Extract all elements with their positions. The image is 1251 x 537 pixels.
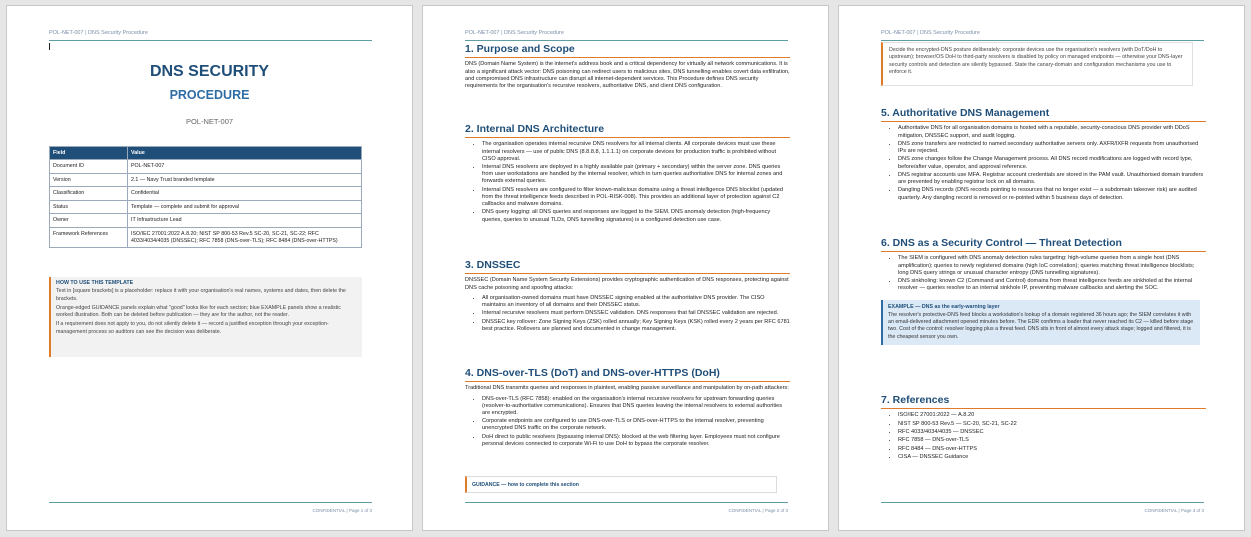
bullet-list: [465, 141, 790, 223]
table-header-field: Field: [50, 147, 128, 160]
section-internal-dns: [465, 123, 790, 225]
section-heading: 1. Purpose and Scope: [465, 43, 790, 58]
list-item: • RFC 7858 — DNS-over-TLS: [898, 437, 1206, 444]
page-3: [838, 5, 1245, 531]
guidance-panel: Decide the encrypted-DNS posture deliberately: corporate devices use the organisation's resolvers (with DoT/DoH to upstream); browser/OS DoH to third-party resolvers is disabled by policy on managed endpoints — otherwise your DNS-layer security controls and detection are silently bypassed. State the canary-domain and configuration mechanisms you use to enforce it.: [881, 42, 1193, 86]
table-row: [50, 228, 362, 248]
table-row: [50, 160, 362, 174]
section-references: [881, 394, 1206, 463]
field-cell: Framework References: [50, 228, 128, 248]
list-item: • DNS zone transfers are restricted to named secondary authoritative servers only. AXFR/IXFR requests from unauthorised IPs are rejected.: [898, 141, 1206, 155]
list-item: • ISO/IEC 27001:2022 — A.8.20: [898, 412, 1206, 419]
text-cursor: [49, 43, 50, 50]
page-1: [6, 5, 413, 531]
page-header: POL-NET-007 | DNS Security Procedure: [881, 30, 1204, 41]
table-row: [50, 214, 362, 228]
bullet-list: [881, 125, 1206, 201]
list-item: • DNS-over-TLS (RFC 7858): enabled on the organisation's internal recursive resolvers for upstream forwarding queries (resolver-to-authoritative communications). Ensures that DNS queries leaving the internal resolvers to external authorities are encrypted.: [482, 396, 790, 417]
page-footer: CONFIDENTIAL | Page 1 of 3: [49, 502, 372, 513]
bullet-list: [881, 255, 1206, 292]
table-row: [50, 173, 362, 187]
section-threat-detection: [881, 237, 1206, 345]
table-header-value: Value: [128, 147, 362, 160]
document-id: POL-NET-007: [185, 117, 234, 126]
list-item: • Internal DNS resolvers are deployed in a highly available pair (primary + secondary) within the server zone. DNS queries from user workstations are handled by the internal resolver, which in turn queries authoritative DNS for internal zones and forwards external queries.: [482, 164, 790, 185]
example-text: The resolver's protective-DNS feed blocks a workstation's lookup of a domain registered 36 hours ago; the SIEM correlates it with an email-delivered attachment opened minutes before. The EDR confirms a loader that never reached its C2 — killed before stage two. Cost of the control: resolver logging plus a threat feed. DNS sits in front of almost every attack stage; logged and filtered, it is the cheapest sensor you own.: [888, 311, 1194, 340]
bullet-list: [465, 396, 790, 448]
value-cell: ISO/IEC 27001:2022 A.8.20; NIST SP 800-53 Rev.5 SC-20, SC-21, SC-22; RFC 4033/4034/4035 (DNSSEC); RFC 7858 (DNS-over-TLS); RFC 8484 (DNS-over-HTTPS): [128, 228, 362, 248]
list-item: • Internal recursive resolvers must perform DNSSEC validation. DNS responses that fail DNSSEC validation are rejected.: [482, 310, 790, 317]
how-to-use-title: HOW TO USE THIS TEMPLATE: [56, 280, 134, 286]
list-item: • Dangling DNS records (DNS records pointing to resources that no longer exist — a subdomain takeover risk) are audited quarterly. Any dangling record is removed or re-pointed within 5 business days of detection.: [898, 187, 1206, 201]
value-cell: Template — complete and submit for approval: [128, 200, 362, 214]
section-heading: 2. Internal DNS Architecture: [465, 123, 790, 138]
list-item: • DNSSEC key rollover: Zone Signing Keys (ZSK) rolled annually; Key Signing Keys (KSK) rolled every 2 years per RFC 6781 best practice. Rollovers are planned and documented in change management.: [482, 319, 790, 333]
value-cell: IT Infrastructure Lead: [128, 214, 362, 228]
page-footer: CONFIDENTIAL | Page 2 of 3: [465, 502, 788, 513]
list-item: • RFC 4033/4034/4035 — DNSSEC: [898, 429, 1206, 436]
list-item: • CISA — DNSSEC Guidance: [898, 454, 1206, 461]
list-item: • Internal DNS resolvers are configured to filter known-malicious domains using a threat intelligence DNS blocklist (updated from the threat intelligence feeds described in POL-RISK-008). This provides an additional layer of protection against C2 callbacks and malware domains.: [482, 187, 790, 208]
bullet-list: [881, 412, 1206, 461]
section-paragraph: Traditional DNS transmits queries and responses in plaintext, enabling passive surveillance and manipulation by on-path attackers:: [465, 385, 789, 392]
section-paragraph: DNS (Domain Name System) is the internet's address book and a critical dependency for virtually all network communications. It is also a significant attack vector: DNS poisoning can redirect users to malicious sites, DNS tunnelling enables covert data exfiltration, and compromised DNS infrastructure can disrupt all internet-dependent services. This Procedure defines DNS security requirements for the organisation's recursive resolvers, authoritative DNS, and client DNS configuration.: [465, 61, 790, 89]
list-item: • The organisation operates internal recursive DNS resolvers for all internal clients. All corporate devices must use these internal resolvers — use of public DNS (8.8.8.8, 1.1.1.1) on corporate devices for production traffic is prohibited without CISO approval.: [482, 141, 790, 162]
table-header-row: [50, 147, 362, 160]
bullet-list: [465, 295, 790, 333]
section-heading: 7. References: [881, 394, 1206, 409]
value-cell: Confidential: [128, 187, 362, 201]
guidance-panel: GUIDANCE — how to complete this section: [465, 476, 777, 493]
value-cell: POL-NET-007: [128, 160, 362, 174]
table-row: [50, 200, 362, 214]
list-item: • Authoritative DNS for all organisation domains is hosted with a reputable, security-conscious DNS provider with DDoS mitigation, DNSSEC support, and audit logging.: [898, 125, 1206, 139]
section-heading: 3. DNSSEC: [465, 259, 790, 274]
page-footer: CONFIDENTIAL | Page 3 of 3: [881, 502, 1204, 513]
list-item: • The SIEM is configured with DNS anomaly detection rules targeting: high-volume queries from a single host (DNS amplification); queries to newly registered domains (high IoC correlation); queries matching threat intelligence blocklists; long DNS query strings or unusual character entropy (DNS tunnelling signatures).: [898, 255, 1206, 276]
section-heading: 5. Authoritative DNS Management: [881, 107, 1206, 122]
how-to-use-panel: [49, 277, 362, 357]
list-item: • DNS sinkholing: known C2 (Command and Control) domains from threat intelligence feeds are sinkholed at the internal resolver — queries resolve to an internal sinkhole IP, preventing malware callbacks and alerting the SOC.: [898, 278, 1206, 292]
how-to-use-paragraph: Orange-edged GUIDANCE panels explain what "good" looks like for each section; blue EXAMPLE panels show a realistic worked illustration. Both can be deleted before publication — they are for the author, not the reader.: [56, 304, 341, 319]
section-heading: 6. DNS as a Security Control — Threat Detection: [881, 237, 1206, 252]
field-cell: Classification: [50, 187, 128, 201]
list-item: • RFC 8484 — DNS-over-HTTPS: [898, 446, 1206, 453]
field-cell: Status: [50, 200, 128, 214]
list-item: • DNS query logging: all DNS queries and responses are logged to the SIEM. DNS anomaly detection (high-frequency queries, queries to unusual TLDs, DNS tunnelling signatures) is a configured detection use case.: [482, 209, 790, 223]
example-title: EXAMPLE — DNS as the early-warning layer: [888, 304, 1000, 311]
page-header: POL-NET-007 | DNS Security Procedure: [465, 30, 788, 41]
section-dnssec: [465, 259, 790, 334]
document-metadata-table: [49, 146, 362, 248]
section-authoritative-dns: [881, 107, 1206, 203]
table-row: [50, 187, 362, 201]
page-2: [422, 5, 829, 531]
document-subtitle: PROCEDURE: [169, 88, 250, 102]
section-dot-doh: [465, 367, 790, 449]
list-item: • All organisation-owned domains must have DNSSEC signing enabled at the authoritative DNS provider. The CISO maintains an inventory of all domains and their DNSSEC status.: [482, 295, 790, 309]
list-item: • Corporate endpoints are configured to use DNS-over-TLS or DNS-over-HTTPS to the internal resolver, preventing unencrypted DNS traffic on the corporate network.: [482, 418, 790, 432]
example-panel: [881, 300, 1200, 344]
field-cell: Owner: [50, 214, 128, 228]
value-cell: 2.1 — Navy Trust branded template: [128, 173, 362, 187]
how-to-use-paragraph: If a requirement does not apply to you, do not silently delete it — record a justified exception through your exception-management process so auditors can see the decision was deliberate.: [56, 321, 329, 335]
document-title: DNS SECURITY: [149, 63, 270, 80]
list-item: • DNS registrar accounts use MFA. Registrar account credentials are stored in the PAM vault. Unauthorised domain transfers are prevented by enabling registrar lock on all domains.: [898, 172, 1206, 186]
section-heading: 4. DNS-over-TLS (DoT) and DNS-over-HTTPS (DoH): [465, 367, 790, 382]
field-cell: Version: [50, 173, 128, 187]
how-to-use-paragraph: Text in [square brackets] is a placeholder: replace it with your organisation's real names, systems and dates, then delete the brackets.: [56, 288, 346, 302]
list-item: • NIST SP 800-53 Rev.5 — SC-20, SC-21, SC-22: [898, 421, 1206, 428]
section-paragraph: DNSSEC (Domain Name System Security Extensions) provides cryptographic authentication of DNS responses, protecting against DNS cache poisoning and spoofing attacks:: [465, 277, 789, 291]
field-cell: Document ID: [50, 160, 128, 174]
page-header: POL-NET-007 | DNS Security Procedure: [49, 30, 372, 41]
list-item: • DoH direct to public resolvers (bypassing internal DNS): blocked at the web filtering layer. Employees must not configure personal devices connected to corporate Wi-Fi to use DoH to bypass the corporate resolver.: [482, 434, 790, 448]
list-item: • DNS zone changes follow the Change Management process. All DNS record modifications are logged with record type, before/after value, operator, and approval reference.: [898, 156, 1206, 170]
section-purpose-scope: [465, 43, 790, 90]
